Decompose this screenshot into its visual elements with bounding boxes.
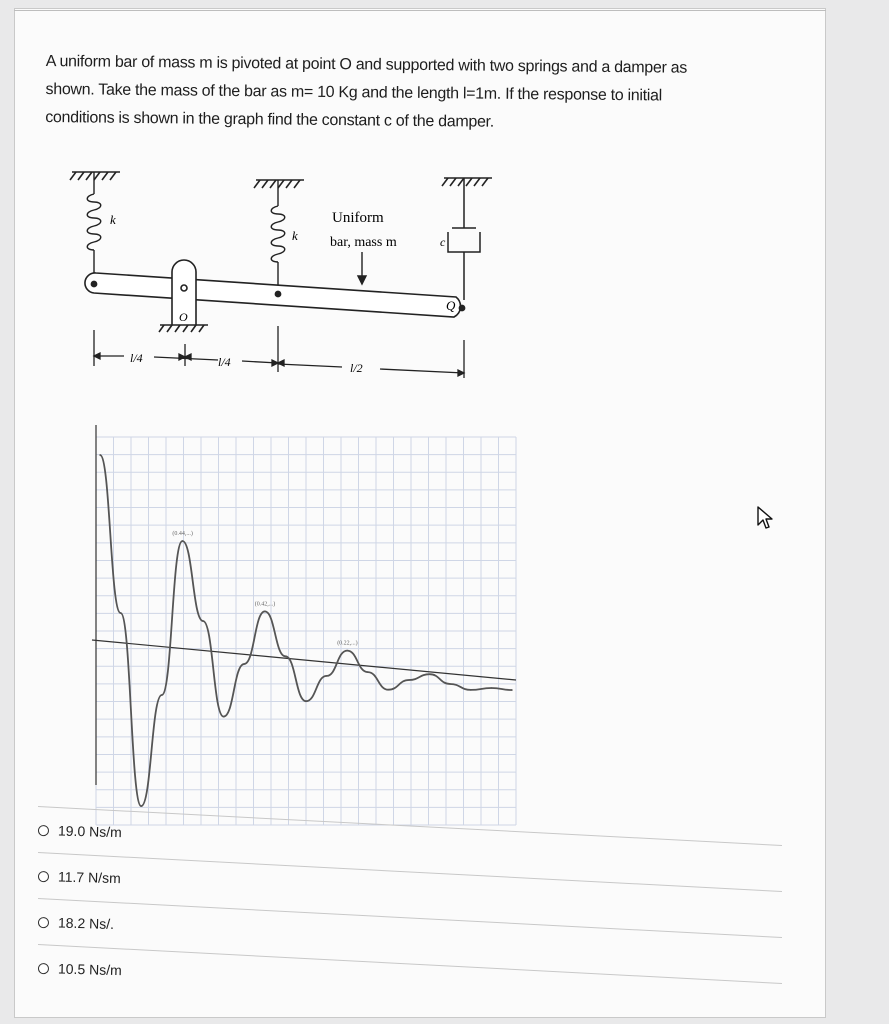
spring-1-label: k — [110, 212, 116, 227]
dim-label-2: l/4 — [218, 355, 231, 369]
data-point — [182, 540, 184, 542]
pivot-label: O — [179, 310, 188, 324]
data-point — [285, 656, 287, 658]
dim-label-1: l/4 — [130, 351, 143, 365]
data-point — [491, 687, 493, 689]
x-axis — [92, 640, 516, 680]
radio-button-icon[interactable] — [38, 963, 49, 974]
question-line-1: A uniform bar of mass m is pivoted at point O and supported with two springs and a damper as — [45, 52, 688, 77]
question-line-3: conditions is shown in the graph find the constant c of the damper. — [45, 108, 494, 131]
response-chart — [88, 425, 520, 830]
data-point — [449, 683, 451, 685]
data-point — [161, 694, 163, 696]
data-point — [388, 689, 390, 691]
radio-button-icon[interactable] — [38, 825, 49, 836]
data-point — [346, 650, 348, 652]
data-point — [243, 663, 245, 665]
data-point — [140, 805, 142, 807]
option-label: 11.7 N/sm — [57, 868, 121, 887]
chart-annotation: (0.44,...) — [172, 531, 193, 537]
damper-icon — [448, 178, 480, 300]
data-point — [223, 716, 225, 718]
uniform-bar — [85, 273, 465, 317]
spring-1-icon — [87, 172, 101, 285]
answer-options — [38, 808, 798, 990]
option-label: 18.2 Ns/. — [57, 914, 115, 932]
chart-annotation: (0.22,...) — [337, 640, 358, 647]
data-point — [202, 620, 204, 622]
radio-button-icon[interactable] — [38, 871, 49, 882]
data-point — [264, 611, 266, 613]
spring-2-label: k — [292, 228, 298, 243]
data-point — [470, 689, 472, 691]
top-divider — [14, 10, 826, 11]
bar-label-line-2: bar, mass m — [330, 235, 397, 250]
data-point — [429, 673, 431, 675]
bar-label-line-1: Uniform — [332, 210, 384, 226]
data-point — [326, 675, 328, 677]
spring-2-icon — [271, 180, 285, 292]
option-label: 10.5 Ns/m — [57, 960, 122, 979]
question-line-2: shown. Take the mass of the bar as m= 10 Kg and the length l=1m. If the response to initial — [45, 80, 662, 105]
data-point — [120, 612, 122, 614]
chart-annotations — [172, 530, 357, 647]
data-point — [99, 454, 101, 456]
option-label: 19.0 Ns/m — [57, 822, 122, 841]
damper-label: c — [440, 235, 446, 249]
data-point — [305, 700, 307, 702]
end-label: Q — [446, 298, 456, 313]
radio-button-icon[interactable] — [38, 917, 49, 928]
data-point — [511, 689, 513, 691]
dimension-line — [94, 326, 464, 378]
chart-grid — [96, 437, 516, 825]
chart-annotation: (0.42,...) — [254, 601, 276, 608]
data-point — [367, 671, 369, 673]
data-point — [408, 679, 410, 681]
mouse-cursor-icon — [755, 505, 775, 531]
chart-axes — [92, 425, 516, 785]
question-text — [45, 48, 776, 140]
mechanism-figure — [60, 160, 500, 390]
dim-label-3: l/2 — [350, 361, 363, 375]
